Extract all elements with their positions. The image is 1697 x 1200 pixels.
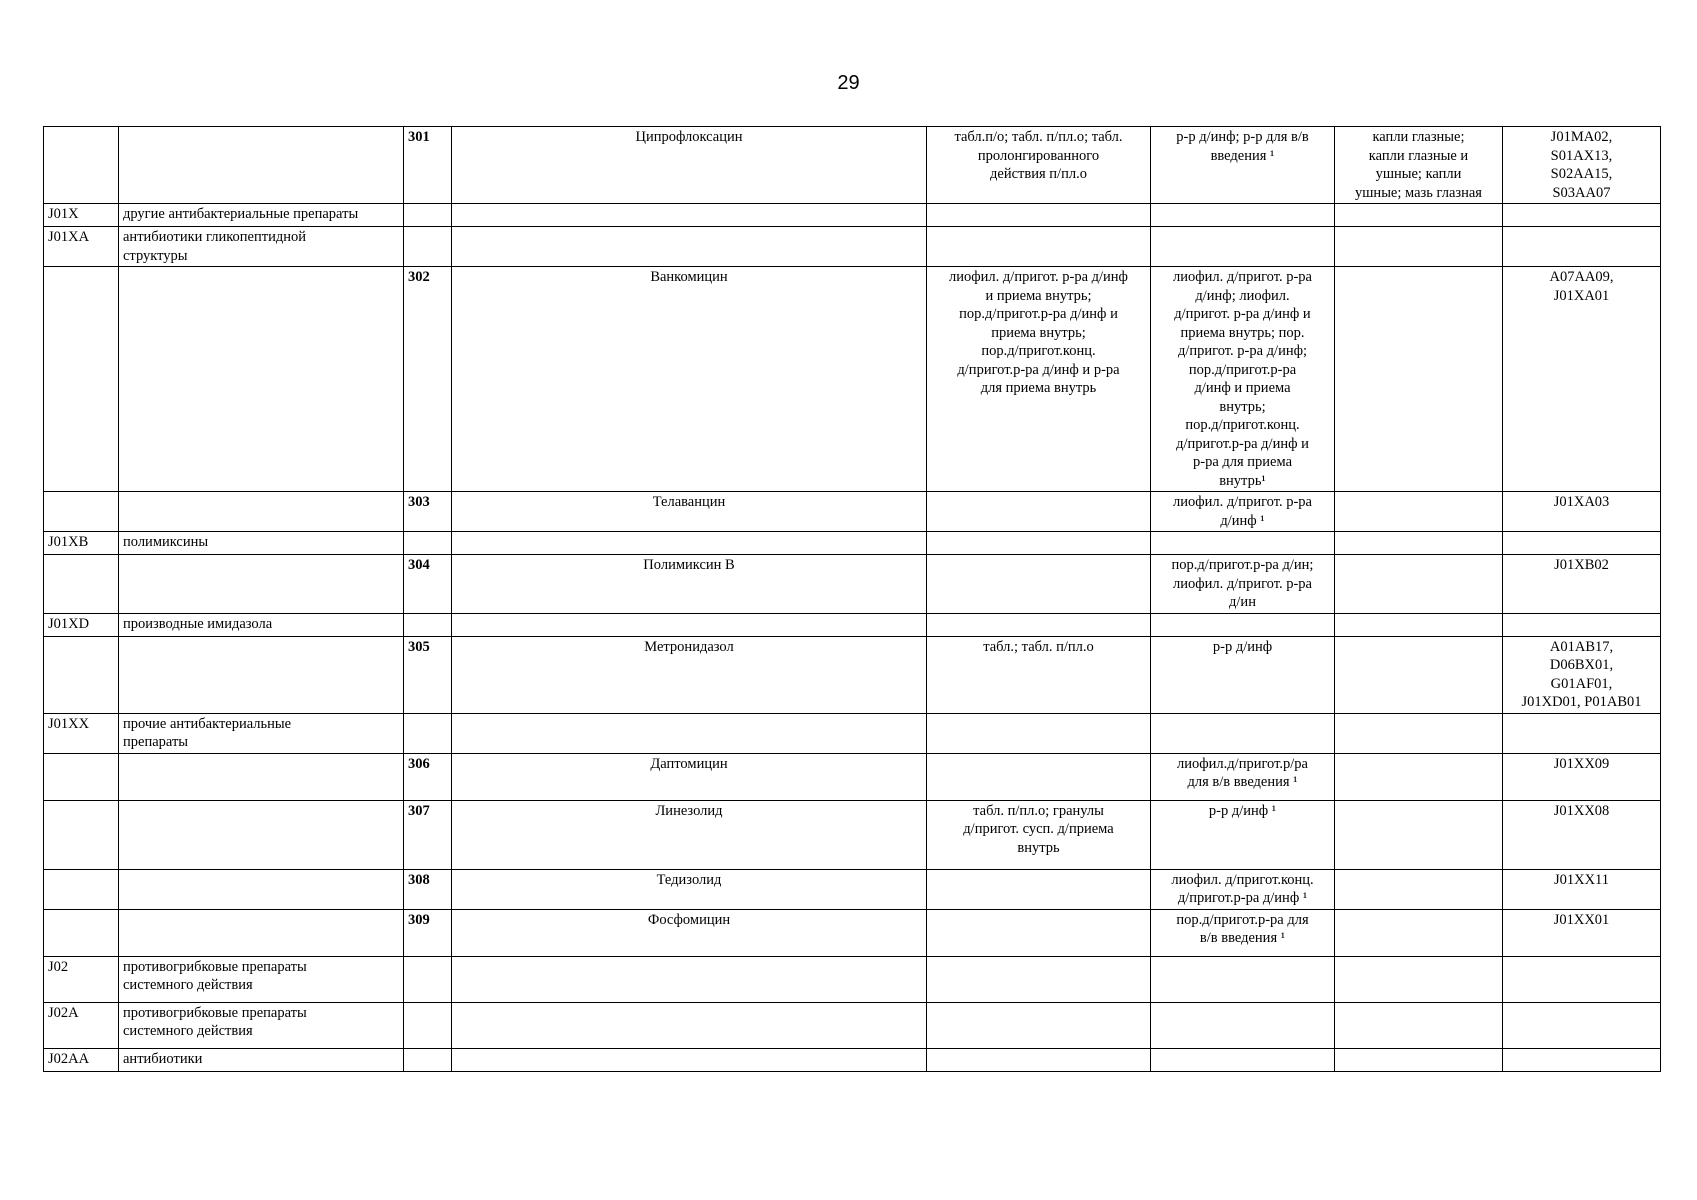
atc-code-cell — [1503, 869, 1661, 909]
group-row — [44, 227, 1661, 267]
drug-name-cell — [452, 753, 927, 800]
parenteral-forms-cell — [1151, 1048, 1335, 1071]
atc-group-code-cell — [44, 909, 119, 956]
row-number-cell — [404, 1002, 452, 1048]
other-forms-cell — [1335, 532, 1503, 555]
atc-code-text: A01AB17, D06BX01, G01AF01, J01XD01, P01AB01 — [1521, 638, 1642, 710]
atc-code-cell — [1503, 267, 1661, 492]
drug-name-cell — [452, 636, 927, 713]
atc-group-name-text: антибиотики гликопептидной структуры — [123, 229, 306, 264]
atc-group-code-cell — [44, 869, 119, 909]
drug-row — [44, 800, 1661, 869]
drug-name-cell — [452, 532, 927, 555]
atc-code-text: J01XB02 — [1554, 557, 1609, 573]
parenteral-forms-cell — [1151, 1002, 1335, 1048]
atc-code-cell — [1503, 713, 1661, 753]
parenteral-forms-cell — [1151, 909, 1335, 956]
atc-group-code-cell — [44, 956, 119, 1002]
atc-code-cell — [1503, 204, 1661, 227]
oral-forms-cell — [927, 869, 1151, 909]
other-forms-cell — [1335, 492, 1503, 532]
atc-code-text: J01XX01 — [1553, 911, 1610, 928]
drug-name-text: Метронидазол — [644, 638, 734, 655]
atc-group-name-text: полимиксины — [123, 534, 209, 550]
drug-name-cell — [452, 956, 927, 1002]
atc-group-code-text: J02A — [48, 1004, 79, 1021]
atc-code-cell — [1503, 555, 1661, 614]
parenteral-forms-cell — [1151, 555, 1335, 614]
other-forms-cell — [1335, 227, 1503, 267]
atc-group-code-text: J01X — [48, 206, 79, 222]
other-forms-cell — [1335, 909, 1503, 956]
oral-forms-cell — [927, 613, 1151, 636]
atc-group-name-cell — [119, 227, 404, 267]
atc-group-name-cell — [119, 127, 404, 204]
row-number-cell — [404, 800, 452, 869]
drug-name-cell — [452, 204, 927, 227]
atc-group-name-text: антибиотики — [123, 1050, 203, 1067]
oral-forms-cell — [927, 555, 1151, 614]
row-number-cell — [404, 956, 452, 1002]
oral-forms-cell — [927, 204, 1151, 227]
atc-group-name-text: прочие антибактериальные препараты — [123, 715, 292, 750]
oral-forms-cell — [927, 492, 1151, 532]
atc-group-name-text: производные имидазола — [123, 615, 273, 632]
atc-group-name-cell — [119, 956, 404, 1002]
row-number-cell — [404, 713, 452, 753]
drug-row — [44, 555, 1661, 614]
drug-name-cell — [452, 613, 927, 636]
row-number-text: 301 — [408, 129, 430, 145]
parenteral-forms-cell — [1151, 800, 1335, 869]
table-body — [44, 127, 1661, 1072]
drug-row — [44, 753, 1661, 800]
row-number-text: 307 — [408, 802, 430, 819]
atc-code-text: J01XX09 — [1553, 755, 1610, 772]
atc-group-name-text: противогрибковые препараты системного действия — [123, 958, 307, 993]
oral-forms-text: лиофил. д/пригот. р-ра д/инф и приема внутрь; пор.д/пригот.р-ра д/инф и приема внутрь; пор.д/пригот.конц. д/пригот.р-ра д/инф и р-ра для приема внутрь — [949, 269, 1128, 396]
atc-code-cell — [1503, 956, 1661, 1002]
drug-name-cell — [452, 869, 927, 909]
atc-code-text: J01XX08 — [1553, 802, 1610, 819]
other-forms-cell — [1335, 713, 1503, 753]
drug-name-text: Полимиксин В — [643, 557, 735, 573]
drug-name-text: Тедизолид — [656, 871, 722, 888]
parenteral-forms-cell — [1151, 956, 1335, 1002]
drug-row — [44, 869, 1661, 909]
parenteral-forms-text: пор.д/пригот.р-ра для в/в введения ¹ — [1176, 911, 1309, 946]
atc-group-code-cell — [44, 532, 119, 555]
atc-group-name-cell — [119, 555, 404, 614]
drug-row — [44, 127, 1661, 204]
atc-group-code-text: J02AA — [48, 1050, 90, 1067]
atc-group-code-cell — [44, 227, 119, 267]
atc-code-cell — [1503, 753, 1661, 800]
row-number-text: 306 — [408, 755, 430, 772]
row-number-text: 308 — [408, 871, 430, 888]
parenteral-forms-text: лиофил. д/пригот. р-ра д/инф; лиофил. д/пригот. р-ра д/инф и приема внутрь; пор. д/пригот. р-ра д/инф; пор.д/пригот.р-ра д/инф и приема внутрь; пор.д/пригот.конц. д/пригот.р-ра д/инф и р-ра для приема внутрь¹ — [1173, 269, 1312, 489]
parenteral-forms-text: лиофил. д/пригот. р-ра д/инф ¹ — [1173, 494, 1312, 529]
other-forms-cell — [1335, 267, 1503, 492]
row-number-text: 304 — [408, 557, 430, 573]
drug-name-cell — [452, 267, 927, 492]
row-number-cell — [404, 267, 452, 492]
drug-row — [44, 909, 1661, 956]
group-row — [44, 532, 1661, 555]
drug-name-cell — [452, 555, 927, 614]
atc-code-cell — [1503, 800, 1661, 869]
row-number-cell — [404, 492, 452, 532]
parenteral-forms-text: лиофил. д/пригот.конц. д/пригот.р-ра д/инф ¹ — [1171, 871, 1314, 906]
oral-forms-cell — [927, 636, 1151, 713]
atc-group-code-text: J01XX — [48, 715, 90, 732]
row-number-cell — [404, 869, 452, 909]
oral-forms-cell — [927, 1002, 1151, 1048]
oral-forms-cell — [927, 267, 1151, 492]
row-number-cell — [404, 613, 452, 636]
drug-list-table — [43, 126, 1661, 1072]
atc-group-code-cell — [44, 1048, 119, 1071]
atc-code-cell — [1503, 1002, 1661, 1048]
other-forms-cell — [1335, 1002, 1503, 1048]
atc-group-code-cell — [44, 1002, 119, 1048]
drug-name-text: Телаванцин — [652, 494, 726, 510]
oral-forms-cell — [927, 753, 1151, 800]
oral-forms-cell — [927, 127, 1151, 204]
oral-forms-text: табл. п/пл.о; гранулы д/пригот. сусп. д/приема внутрь — [963, 802, 1114, 856]
atc-group-name-cell — [119, 636, 404, 713]
drug-name-text: Фосфомицин — [647, 911, 731, 928]
drug-name-text: Ципрофлоксацин — [635, 129, 743, 145]
atc-code-cell — [1503, 492, 1661, 532]
drug-name-cell — [452, 713, 927, 753]
other-forms-cell — [1335, 204, 1503, 227]
drug-name-cell — [452, 800, 927, 869]
row-number-cell — [404, 1048, 452, 1071]
other-forms-cell — [1335, 613, 1503, 636]
atc-code-cell — [1503, 636, 1661, 713]
parenteral-forms-text: р-р д/инф; р-р для в/в введения ¹ — [1176, 129, 1309, 164]
row-number-text: 302 — [408, 269, 430, 285]
parenteral-forms-text: р-р д/инф ¹ — [1208, 802, 1277, 819]
atc-group-code-text: J01XB — [48, 534, 89, 550]
group-row — [44, 613, 1661, 636]
row-number-text: 305 — [408, 638, 430, 655]
atc-code-cell — [1503, 1048, 1661, 1071]
drug-name-text: Линезолид — [655, 802, 723, 819]
row-number-text: 303 — [408, 494, 430, 510]
row-number-cell — [404, 636, 452, 713]
drug-name-cell — [452, 1048, 927, 1071]
atc-group-code-cell — [44, 613, 119, 636]
atc-group-name-text: другие антибактериальные препараты — [123, 206, 359, 222]
atc-group-name-cell — [119, 1002, 404, 1048]
drug-name-cell — [452, 227, 927, 267]
drug-name-cell — [452, 909, 927, 956]
parenteral-forms-cell — [1151, 869, 1335, 909]
atc-group-code-cell — [44, 636, 119, 713]
drug-name-cell — [452, 492, 927, 532]
other-forms-cell — [1335, 800, 1503, 869]
atc-group-name-cell — [119, 909, 404, 956]
group-row — [44, 1048, 1661, 1071]
atc-code-text: J01XX11 — [1553, 871, 1610, 888]
atc-code-cell — [1503, 909, 1661, 956]
row-number-cell — [404, 555, 452, 614]
atc-group-code-cell — [44, 713, 119, 753]
row-number-cell — [404, 753, 452, 800]
drug-row — [44, 267, 1661, 492]
oral-forms-cell — [927, 1048, 1151, 1071]
parenteral-forms-text: лиофил.д/пригот.р/ра для в/в введения ¹ — [1177, 755, 1308, 790]
oral-forms-cell — [927, 909, 1151, 956]
oral-forms-cell — [927, 956, 1151, 1002]
atc-group-code-text: J01XA — [48, 229, 90, 245]
other-forms-cell — [1335, 753, 1503, 800]
oral-forms-cell — [927, 532, 1151, 555]
atc-group-name-cell — [119, 800, 404, 869]
parenteral-forms-cell — [1151, 532, 1335, 555]
atc-group-name-cell — [119, 492, 404, 532]
drug-name-cell — [452, 127, 927, 204]
drug-row — [44, 636, 1661, 713]
drug-name-text: Ванкомицин — [650, 269, 728, 285]
group-row — [44, 1002, 1661, 1048]
row-number-cell — [404, 909, 452, 956]
atc-group-name-cell — [119, 1048, 404, 1071]
atc-group-code-text: J02 — [48, 958, 69, 975]
other-forms-cell — [1335, 636, 1503, 713]
atc-group-name-cell — [119, 713, 404, 753]
page-number: 29 — [837, 72, 860, 94]
row-number-text: 309 — [408, 911, 430, 928]
other-forms-text: капли глазные; капли глазные и ушные; капли ушные; мазь глазная — [1355, 129, 1482, 201]
parenteral-forms-cell — [1151, 713, 1335, 753]
row-number-cell — [404, 227, 452, 267]
atc-code-cell — [1503, 227, 1661, 267]
oral-forms-cell — [927, 800, 1151, 869]
parenteral-forms-cell — [1151, 492, 1335, 532]
atc-group-name-text: противогрибковые препараты системного действия — [123, 1004, 307, 1039]
atc-group-code-cell — [44, 492, 119, 532]
atc-group-name-cell — [119, 204, 404, 227]
parenteral-forms-cell — [1151, 127, 1335, 204]
atc-group-name-cell — [119, 753, 404, 800]
atc-group-code-text: J01XD — [48, 615, 90, 632]
oral-forms-cell — [927, 227, 1151, 267]
oral-forms-text: табл.; табл. п/пл.о — [983, 638, 1094, 655]
atc-code-cell — [1503, 532, 1661, 555]
atc-group-code-cell — [44, 127, 119, 204]
atc-group-code-cell — [44, 753, 119, 800]
oral-forms-cell — [927, 713, 1151, 753]
parenteral-forms-text: р-р д/инф — [1212, 638, 1273, 655]
group-row — [44, 713, 1661, 753]
atc-group-code-cell — [44, 267, 119, 492]
parenteral-forms-cell — [1151, 267, 1335, 492]
parenteral-forms-text: пор.д/пригот.р-ра д/ин; лиофил. д/пригот. р-ра д/ин — [1171, 557, 1314, 610]
atc-group-name-cell — [119, 532, 404, 555]
other-forms-cell — [1335, 956, 1503, 1002]
parenteral-forms-cell — [1151, 613, 1335, 636]
atc-group-name-cell — [119, 869, 404, 909]
atc-code-text: J01XA03 — [1553, 494, 1610, 510]
atc-code-cell — [1503, 613, 1661, 636]
drug-name-text: Даптомицин — [650, 755, 728, 772]
other-forms-cell — [1335, 869, 1503, 909]
atc-group-code-cell — [44, 204, 119, 227]
group-row — [44, 204, 1661, 227]
other-forms-cell — [1335, 127, 1503, 204]
other-forms-cell — [1335, 555, 1503, 614]
other-forms-cell — [1335, 1048, 1503, 1071]
drug-row — [44, 492, 1661, 532]
atc-group-code-cell — [44, 800, 119, 869]
parenteral-forms-cell — [1151, 204, 1335, 227]
row-number-cell — [404, 204, 452, 227]
atc-code-text: J01MA02, S01AX13, S02AA15, S03AA07 — [1550, 129, 1613, 201]
parenteral-forms-cell — [1151, 636, 1335, 713]
drug-name-cell — [452, 1002, 927, 1048]
group-row — [44, 956, 1661, 1002]
atc-code-cell — [1503, 127, 1661, 204]
row-number-cell — [404, 127, 452, 204]
parenteral-forms-cell — [1151, 227, 1335, 267]
atc-code-text: A07AA09, J01XA01 — [1549, 269, 1614, 304]
oral-forms-text: табл.п/о; табл. п/пл.о; табл. пролонгированного действия п/пл.о — [954, 129, 1123, 182]
parenteral-forms-cell — [1151, 753, 1335, 800]
atc-group-name-cell — [119, 613, 404, 636]
atc-group-code-cell — [44, 555, 119, 614]
row-number-cell — [404, 532, 452, 555]
atc-group-name-cell — [119, 267, 404, 492]
